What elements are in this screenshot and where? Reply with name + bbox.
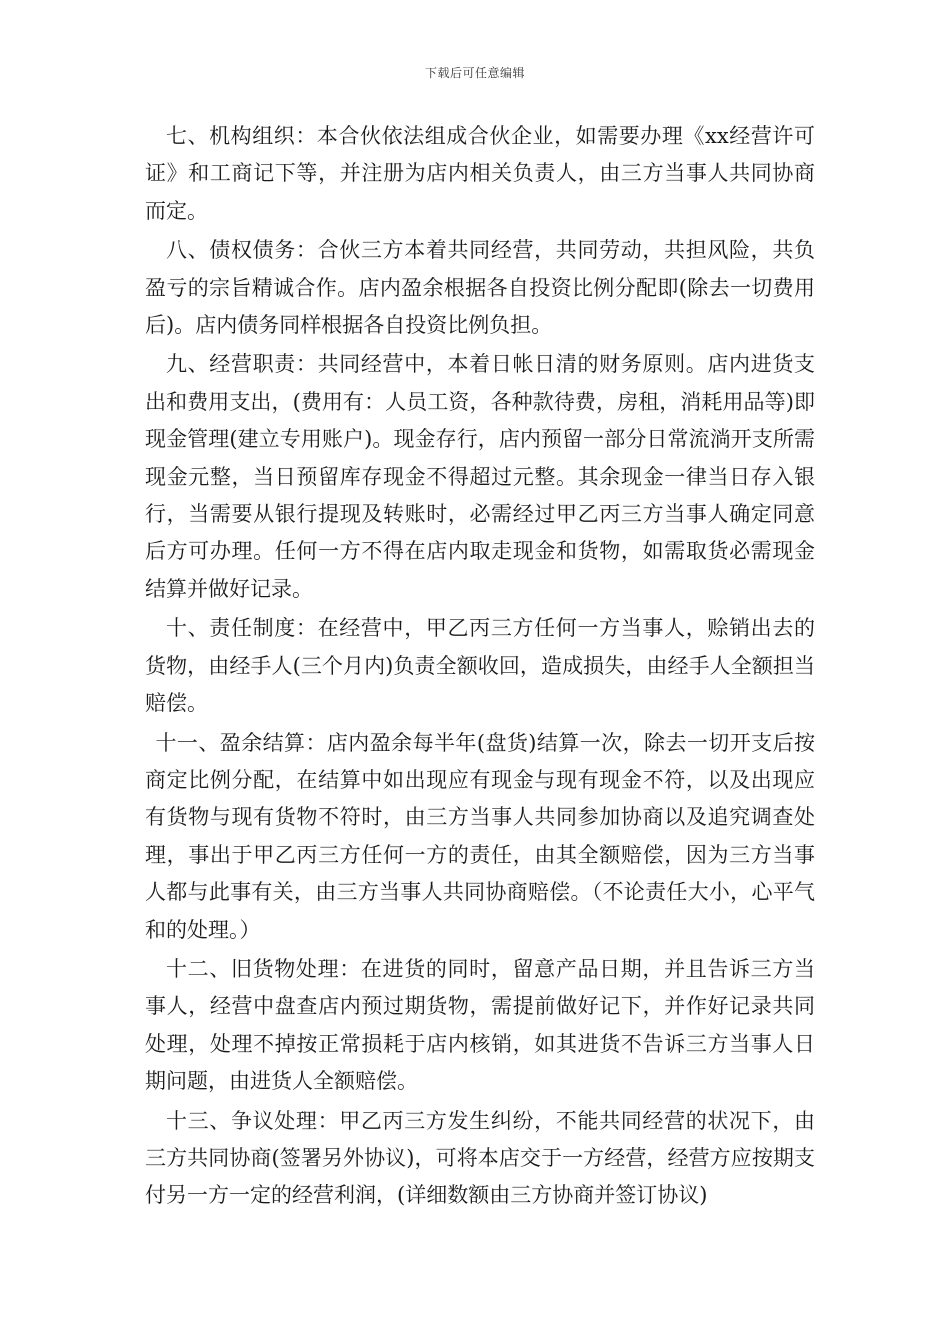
paragraph-10-responsibility: 十、责任制度：在经营中，甲乙丙三方任何一方当事人，赊销出去的货物，由经手人(三个月内)负责全额收回，造成损失，由经手人全额担当赔偿。 [145,616,815,716]
document-body [145,118,815,1217]
paragraph-13-disputes: 十三、争议处理：甲乙丙三方发生纠纷，不能共同经营的状况下，由三方共同协商(签署另外协议)，可将本店交于一方经营，经营方应按期支付另一方一定的经营利润，(详细数额由三方协商并签订协议) [145,1108,815,1208]
paragraph-9-duties: 九、经营职责：共同经营中，本着日帐日清的财务原则。店内进货支出和费用支出，(费用有：人员工资，各种款待费，房租，消耗用品等)即现金管理(建立专用账户)。现金存行，店内预留一部分日常流淌开支所需现金元整，当日预留库存现金不得超过元整。其余现金一律当日存入银行，当需要从银行提现及转账时，必需经过甲乙丙三方当事人确定同意后方可办理。任何一方不得在店内取走现金和货物，如需取货必需现金结算并做好记录。 [145,352,815,601]
paragraph-7-organization: 七、机构组织：本合伙依法组成合伙企业，如需要办理《xx经营许可证》和工商记下等，并注册为店内相关负责人，由三方当事人共同协商而定。 [145,124,815,223]
paragraph-8-debts: 八、债权债务：合伙三方本着共同经营，共同劳动，共担风险，共负盈亏的宗旨精诚合作。店内盈余根据各自投资比例分配即(除去一切费用后)。店内债务同样根据各自投资比例负担。 [145,238,815,338]
page-header-note: 下载后可任意编辑 [424,66,525,80]
paragraph-12-old-goods: 十二、旧货物处理：在进货的同时，留意产品日期，并且告诉三方当事人，经营中盘查店内预过期货物，需提前做好记下，并作好记录共同处理，处理不掉按正常损耗于店内核销，如其进货不告诉三方当事人日期问题，由进货人全额赔偿。 [145,956,815,1094]
paragraph-11-settlement: 十一、盈余结算：店内盈余每半年(盘货)结算一次，除去一切开支后按商定比例分配，在结算中如出现应有现金与现有现金不符，以及出现应有货物与现有货物不符时，由三方当事人共同参加协商以及追究调查处理，事出于甲乙丙三方任何一方的责任，由其全额赔偿，因为三方当事人都与此事有关，由三方当事人共同协商赔偿。（不论责任大小，心平气和的处理。） [145,730,815,942]
